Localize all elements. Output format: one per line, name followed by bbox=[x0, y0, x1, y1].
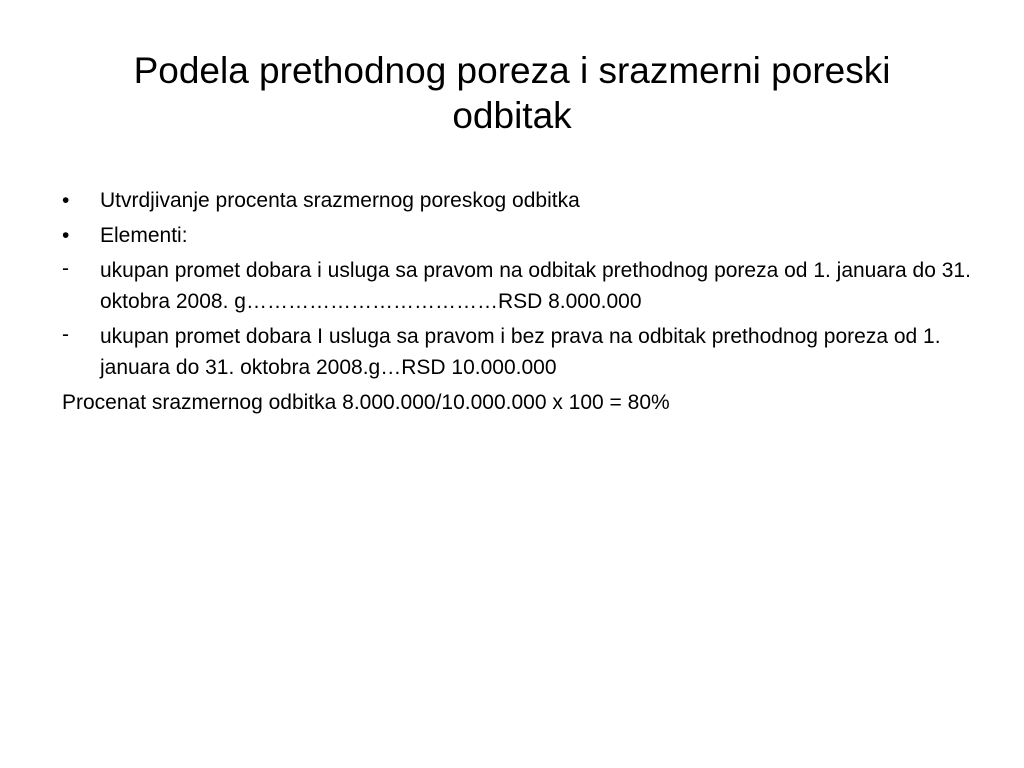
bullet-text: Elementi: bbox=[100, 224, 188, 247]
dash-text: ukupan promet dobara I usluga sa pravom i bez prava na odbitak prethodnog poreza od 1. januara do 31. oktobra 2008.g…RSD 10.000.000 bbox=[100, 325, 941, 379]
bullet-item bbox=[62, 183, 992, 218]
dash-item bbox=[62, 253, 992, 319]
bullet-text: Utvrdjivanje procenta srazmernog poreskog odbitka bbox=[100, 189, 580, 212]
dash-marker: - bbox=[62, 257, 69, 280]
slide-content bbox=[62, 183, 992, 420]
slide-title: Podela prethodnog poreza i srazmerni poreski odbitak bbox=[133, 50, 891, 136]
bullet-marker: • bbox=[62, 224, 70, 247]
conclusion-line: Procenat srazmernog odbitka 8.000.000/10.000.000 x 100 = 80% bbox=[62, 391, 670, 414]
dash-text: ukupan promet dobara i usluga sa pravom na odbitak prethodnog poreza od 1. januara do 31. oktobra 2008. g………………………………RSD 8.000.000 bbox=[100, 259, 971, 313]
bullet-item bbox=[62, 218, 992, 253]
dash-marker: - bbox=[62, 323, 69, 346]
dash-item bbox=[62, 319, 992, 385]
bullet-marker: • bbox=[62, 189, 70, 212]
